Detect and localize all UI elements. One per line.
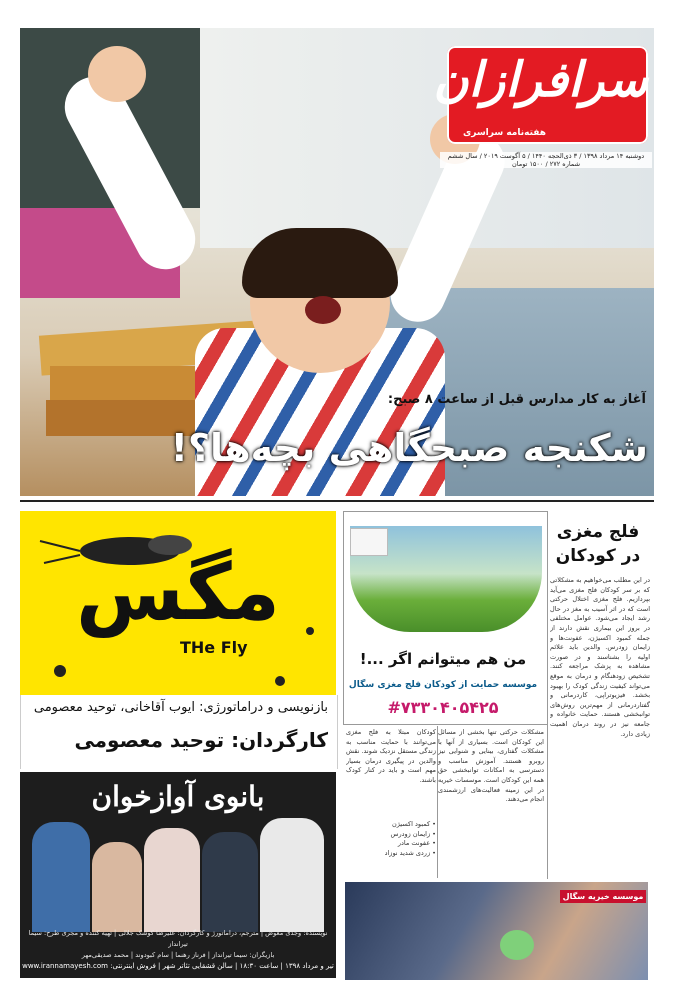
play-ad-credits-line: نویسنده: وجدی معوض | مترجم، دراماتورژ و کارگردان: علیرضا کوشک جلالی | تهیه کننده و مجری طرح: سیما تیرانداز bbox=[28, 929, 328, 948]
org-logo bbox=[350, 528, 388, 556]
article-title[interactable] bbox=[548, 520, 648, 568]
actor-figure bbox=[144, 828, 200, 932]
photo-caption-tag: موسسه خیریه سگال bbox=[560, 890, 646, 903]
cover-headline[interactable]: شکنجه صبحگاهی بچه‌ها؟! bbox=[170, 426, 648, 470]
ad-slogan: من هم میتوانم اگر ...! bbox=[359, 650, 527, 668]
fly-ad-title: مگس bbox=[76, 548, 280, 638]
fly-ad-writer: بازنویسی و دراماتورژی: ایوب آقاخانی، توحید معصومی bbox=[28, 700, 328, 715]
article-column-middle: مشکلات حرکتی تنها بخشی از مسائل این کودکان است. بسیاری از آنها با مشکلات گفتاری، بینایی و شنوایی نیز روبرو هستند. آموزش مناسب و دسترسی به امکانات توانبخشی حق همه این کودکان است. موسسات خیریه در این زمینه فعالیت‌های ارزشمندی انجام می‌دهند. bbox=[438, 728, 544, 804]
article-bullet-list: • کمبود اکسیژن • زایمان زودرس • عفونت مادر • زردی شدید نوزاد bbox=[384, 820, 436, 857]
child-yawn bbox=[305, 296, 341, 324]
actor-figure bbox=[32, 822, 90, 932]
play-ad-schedule-text: تیر و مرداد ۱۳۹۸ | ساعت ۱۸:۳۰ | سالن قشقایی تئاتر شهر | فروش اینترنتی: bbox=[110, 962, 334, 970]
article-title-line: فلج مغزی bbox=[556, 522, 640, 542]
article-column-left: کودکان مبتلا به فلج مغزی می‌توانند با حمایت مناسب به زندگی مستقل نزدیک شوند. نقش والدین در پیگیری درمان بسیار مهم است و باید در کنار کودک باشند. bbox=[346, 728, 436, 784]
fly-ad-title-en: THe Fly bbox=[180, 638, 248, 657]
article-title-line: در کودکان bbox=[555, 546, 641, 566]
play-ad-credits bbox=[22, 928, 334, 961]
play-ad-cast-line: بازیگران: سیما تیرانداز | فرناز رهنما | سام کبودوند | محمد صدیقی‌مهر bbox=[81, 951, 275, 959]
child-hair bbox=[242, 228, 398, 298]
ad-organization: موسسه حمایت از کودکان فلج مغزی سگال bbox=[348, 680, 538, 690]
column-divider bbox=[547, 511, 548, 879]
actor-figure bbox=[202, 832, 258, 932]
masthead-title: سرافرازان bbox=[433, 52, 648, 108]
cover-kicker: آغاز به کار مدارس قبل از ساعت ۸ صبح: bbox=[387, 392, 646, 407]
ad-donation-code[interactable]: #۷۳۳۰۴۰۵۴۲۵ bbox=[387, 698, 499, 717]
play-ad-website[interactable]: www.irannamayesh.com bbox=[22, 962, 108, 970]
oxygen-mask bbox=[500, 930, 534, 960]
actor-figure bbox=[260, 818, 324, 932]
play-ad-schedule bbox=[22, 962, 334, 970]
divider bbox=[20, 500, 654, 502]
play-ad-title: بانوی آوازخوان bbox=[91, 780, 265, 813]
masthead-subtitle: هفته‌نامه سراسری bbox=[462, 128, 546, 138]
article-column-right: در این مطلب می‌خواهیم به مشکلاتی که بر سر کودکان فلج مغزی می‌آید بپردازیم. فلج مغزی اختلال حرکتی است که در اثر آسیب به مغز در حال رشد ایجاد می‌شود. عوامل مختلفی در بروز این بیماری نقش دارند از جمله کمبود اکسیژن، عفونت‌ها و زایمان زودرس. والدین باید علائم اولیه را بشناسند و در صورت مشاهده به پزشک مراجعه کنند. تشخیص زودهنگام و درمان به موقع می‌تواند کیفیت زندگی کودک را بهبود بخشد. فیزیوتراپی، کاردرمانی و گفتاردرمانی از مهم‌ترین روش‌های توانبخشی هستند. حمایت خانواده و جامعه نیز در روند درمان اهمیت زیادی دارد. bbox=[550, 576, 650, 738]
dateline: دوشنبه ۱۴ مرداد ۱۳۹۸ / ۳ ذی‌الحجه ۱۴۴۰ / ۵ آگوست ۲۰۱۹ / سال ششم شماره ۲۷۲ / ۱۵۰۰ تومان bbox=[440, 152, 652, 168]
fly-ad-director: کارگردان: توحید معصومی bbox=[74, 728, 328, 752]
child-hand-left bbox=[88, 46, 146, 102]
actor-figure bbox=[92, 842, 142, 932]
